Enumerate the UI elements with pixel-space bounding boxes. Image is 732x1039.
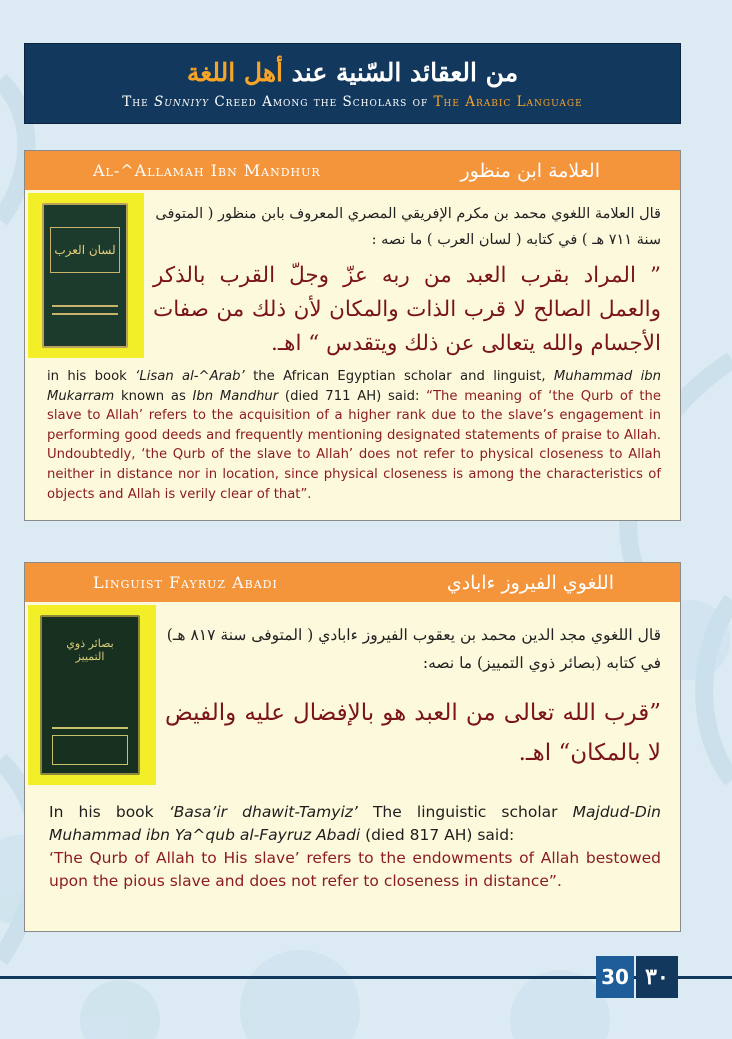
en-text: known as bbox=[114, 388, 193, 404]
book-cover-lisan-al-arab bbox=[28, 193, 144, 358]
book-cover-title: بصائر ذوي التمييز bbox=[66, 637, 114, 663]
book-cover-line bbox=[52, 313, 118, 315]
title-en-italic: Sunniyy bbox=[154, 94, 210, 110]
section-heading-arabic: العلامة ابن منظور bbox=[460, 159, 600, 182]
section1-english-translation bbox=[47, 367, 661, 504]
book-cover-panel bbox=[52, 735, 128, 765]
en-text: (died 817 AH) said: bbox=[360, 826, 515, 844]
en-text: in his book bbox=[47, 369, 136, 384]
section2-arabic-quote: ”قرب الله تعالى من العبد هو بالإفضال عليه والفيض لا بالمكان“ اهـ. bbox=[165, 700, 661, 766]
book-cover-line bbox=[52, 727, 128, 729]
title-ar-text: من العقائد السّنية عند bbox=[282, 58, 519, 87]
title-en-text-1: The bbox=[122, 94, 155, 110]
en-text: (died 711 AH) said: bbox=[278, 388, 427, 404]
section1-arabic-intro: قال العلامة اللغوي محمد بن مكرم الإفريقي المصري المعروف بابن منظور ( المتوفى سنة ٧١١ هـ ) في كتابه ( لسان العرب ) ما نصه : bbox=[155, 206, 661, 248]
book-cover-frame bbox=[40, 615, 140, 775]
book-cover-frame bbox=[42, 203, 128, 348]
section-fayruz-abadi bbox=[24, 562, 681, 932]
section-heading-english: Al-^Allamah Ibn Mandhur bbox=[93, 161, 321, 180]
en-text: In his book bbox=[49, 803, 169, 821]
section2-arabic-intro: قال اللغوي مجد الدين محمد بن يعقوب الفيروز ءابادي ( المتوفى سنة ٨١٧ هـ) في كتابه (بصائر ذوي التمييز) ما نصه: bbox=[166, 626, 661, 672]
page-number: 30 bbox=[596, 956, 634, 998]
title-ar-highlight: أهل اللغة bbox=[186, 58, 283, 87]
title-banner bbox=[24, 43, 681, 124]
en-book-title: ‘Lisan al-^Arab’ bbox=[135, 369, 245, 384]
page-title-arabic bbox=[25, 56, 680, 90]
section-ibn-mandhur bbox=[24, 150, 681, 521]
section-ibn-mandhur-header bbox=[25, 151, 680, 190]
section1-arabic-quote: ” المراد بقرب العبد من ربه عزّ وجلّ القرب بالذكر والعمل الصالح لا قرب الذات والمكان لأن ذلك من صفات الأجسام والله يتعالى عن ذلك ويتقدس “ اهـ. bbox=[153, 263, 661, 356]
en-quote: “The meaning of ‘the Qurb of the slave to Allah’ refers to the acquisition of a higher rank due to the slave’s engagement in performing good deeds and frequently mentioning designated statements of praise to Allah. Undoubtedly, ‘the Qurb of the slave to Allah’ does not refer to physical closeness to Allah neither in distance nor in location, since physical closeness is among the characteristics of objects and Allah is verily clear of that”. bbox=[47, 388, 662, 502]
section2-english-translation bbox=[49, 801, 661, 893]
page-title-english bbox=[25, 94, 680, 110]
en-author-name: Majdud-Din Muhammad ibn Ya^qub al-Fayruz Abadi bbox=[49, 803, 661, 844]
en-text: The linguistic scholar bbox=[357, 803, 573, 821]
section-fayruz-abadi-header bbox=[25, 563, 680, 602]
book-cover-basair bbox=[28, 605, 156, 785]
section-heading-arabic: اللغوي الفيروز ءابادي bbox=[446, 571, 614, 594]
book-cover-title: لسان العرب bbox=[50, 227, 120, 273]
en-text: the African Egyptian scholar and linguist, bbox=[244, 369, 554, 384]
en-author-known-as: Ibn Mandhur bbox=[192, 388, 279, 404]
title-en-highlight: The Arabic Language bbox=[433, 94, 583, 110]
section-heading-english: Linguist Fayruz Abadi bbox=[93, 573, 278, 592]
en-quote: ‘The Qurb of Allah to His slave’ refers to the endowments of Allah bestowed upon the pious slave and does not refer to closeness in distance”. bbox=[49, 849, 661, 890]
page-number-arabic: ٣٠ bbox=[636, 956, 678, 998]
book-cover-line bbox=[52, 305, 118, 307]
en-book-title: ‘Basa’ir dhawit-Tamyiz’ bbox=[168, 803, 358, 821]
en-author-name: Muhammad ibn Mukarram bbox=[47, 369, 661, 404]
title-en-text-2: Creed Among the Scholars of bbox=[209, 94, 434, 110]
